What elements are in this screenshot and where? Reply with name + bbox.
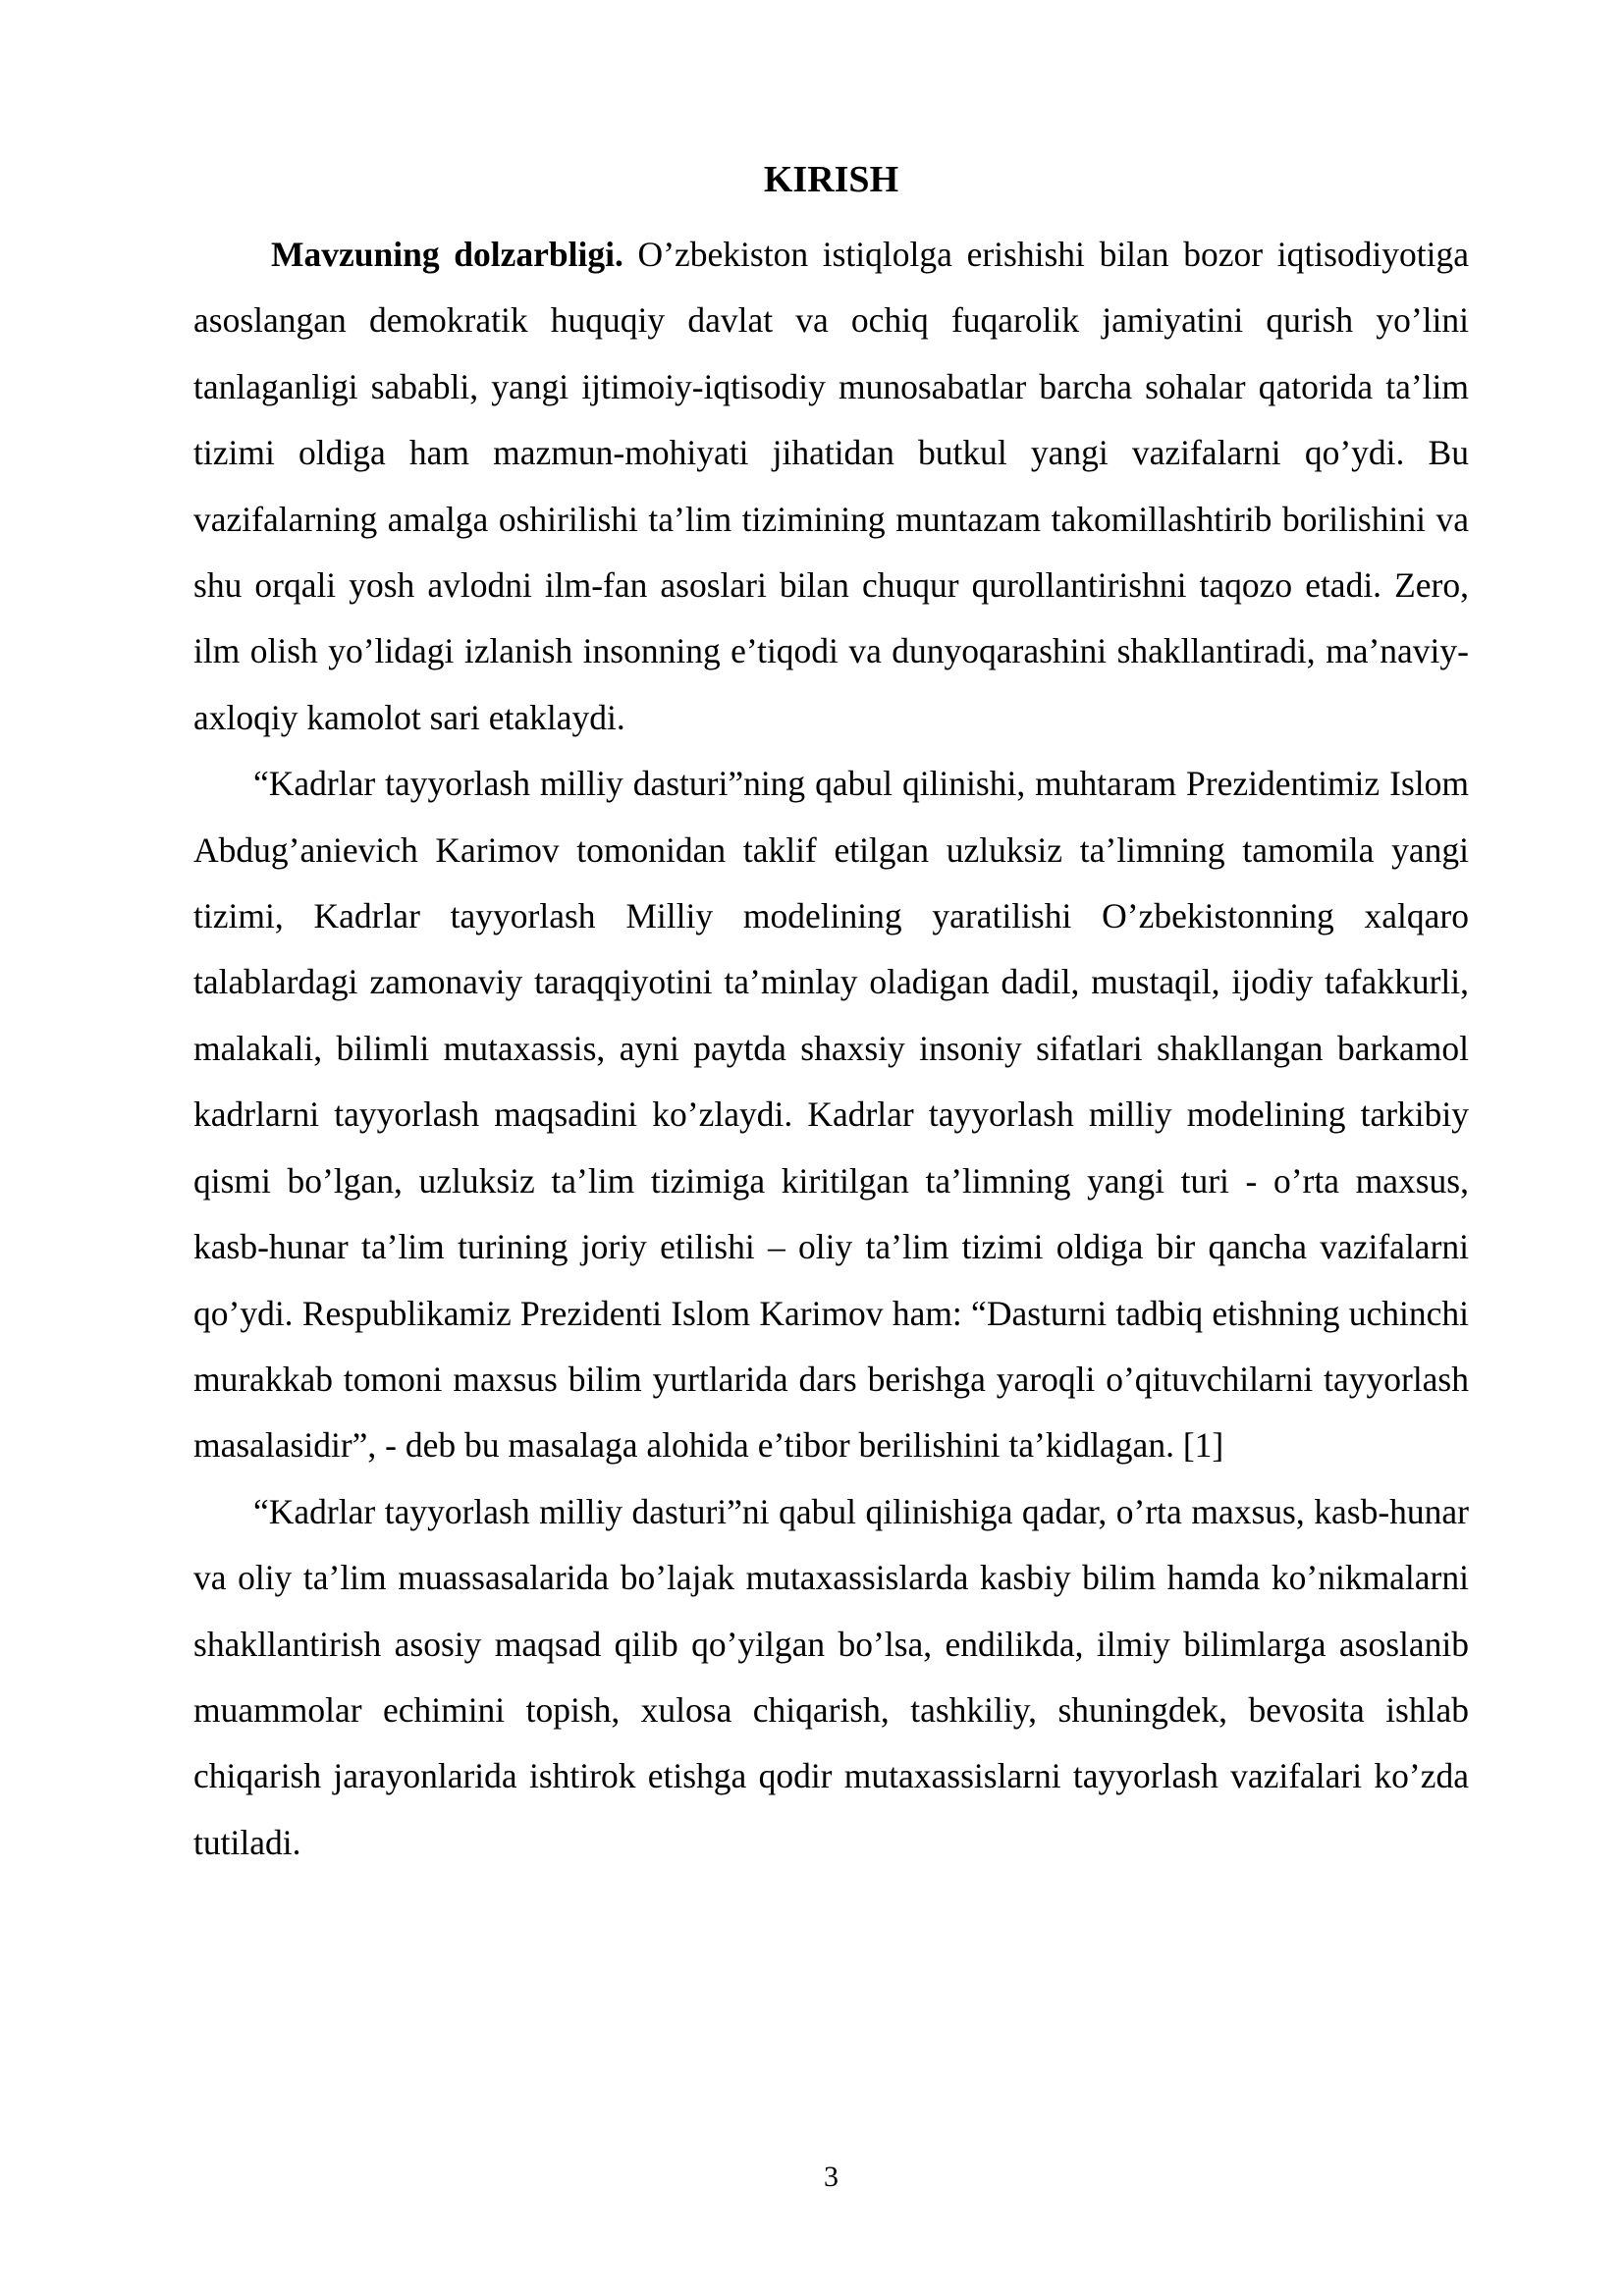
paragraph-lead: Mavzuning dolzarbligi.	[271, 235, 623, 274]
paragraph-professional-training: “Kadrlar tayyorlash milliy dasturi”ni qabul qilinishiga qadar, o’rta maxsus, kasb-hunar va oliy ta’lim muassasalarida bo’lajak mutaxassislarda kasbiy bilim hamda ko’nikmalarni shakllantirish asosiy maqsad qilib qo’yilgan bo’lsa, endilikda, ilmiy bilimlarga asoslanib muammolar echimini topish, xulosa chiqarish, tashkiliy, shuningdek, bevosita ishlab chiqarish jarayonlarida ishtirok etishga qodir mutaxassislarni tayyorlash vazifalari ko’zda tutiladi.	[193, 1491, 1469, 1862]
section-heading: KIRISH	[763, 159, 899, 200]
paragraph-text: O’zbekiston istiqlolga erishishi bilan bozor iqtisodiyotiga asoslangan demokratik huquqiy davlat va ochiq fuqarolik jamiyatini qurish yo’lini tanlaganligi sababli, yangi ijtimoiy-iqtisodiy munosabatlar barcha sohalar qatorida ta’lim tizimi oldiga ham mazmun-mohiyati jihatidan butkul yangi vazifalarni qo’ydi. Bu vazifalarning amalga oshirilishi ta’lim tizimining muntazam takomillashtirib borilishini va shu orqali yosh avlodni ilm-fan asoslari bilan chuqur qurollantirishni taqozo etadi. Zero, ilm olish yo’lidagi izlanish insonning e’tiqodi va dunyoqarashini shakllantiradi, ma’naviy-axloqiy kamolot sari etaklaydi.	[193, 235, 1469, 737]
page-number: 3	[824, 2161, 839, 2193]
body-text	[193, 222, 1469, 1876]
document-page	[193, 0, 1469, 2296]
paragraph-national-program: “Kadrlar tayyorlash milliy dasturi”ning qabul qilinishi, muhtaram Prezidentimiz Islom Abdug’anievich Karimov tomonidan taklif etilgan uzluksiz ta’limning tamomila yangi tizimi, Kadrlar tayyorlash Milliy modelining yaratilishi O’zbekistonning xalqaro talablardagi zamonaviy taraqqiyotini ta’minlay oladigan dadil, mustaqil, ijodiy tafakkurli, malakali, bilimli mutaxassis, ayni paytda shaxsiy insoniy sifatlari shakllangan barkamol kadrlarni tayyorlash maqsadini ko’zlaydi. Kadrlar tayyorlash milliy modelining tarkibiy qismi bo’lgan, uzluksiz ta’lim tizimiga kiritilgan ta’limning yangi turi - o’rta maxsus, kasb-hunar ta’lim turining joriy etilishi – oliy ta’lim tizimi oldiga bir qancha vazifalarni qo’ydi. Respublikamiz Prezidenti Islom Karimov ham: “Dasturni tadbiq etishning uchinchi murakkab tomoni maxsus bilim yurtlarida dars berishga yaroqli o’qituvchilarni tayyorlash masalasidir”, - deb bu masalaga alohida e’tibor berilishini ta’kidlagan. [1]	[193, 764, 1469, 1466]
paragraph-relevance	[193, 222, 1469, 751]
